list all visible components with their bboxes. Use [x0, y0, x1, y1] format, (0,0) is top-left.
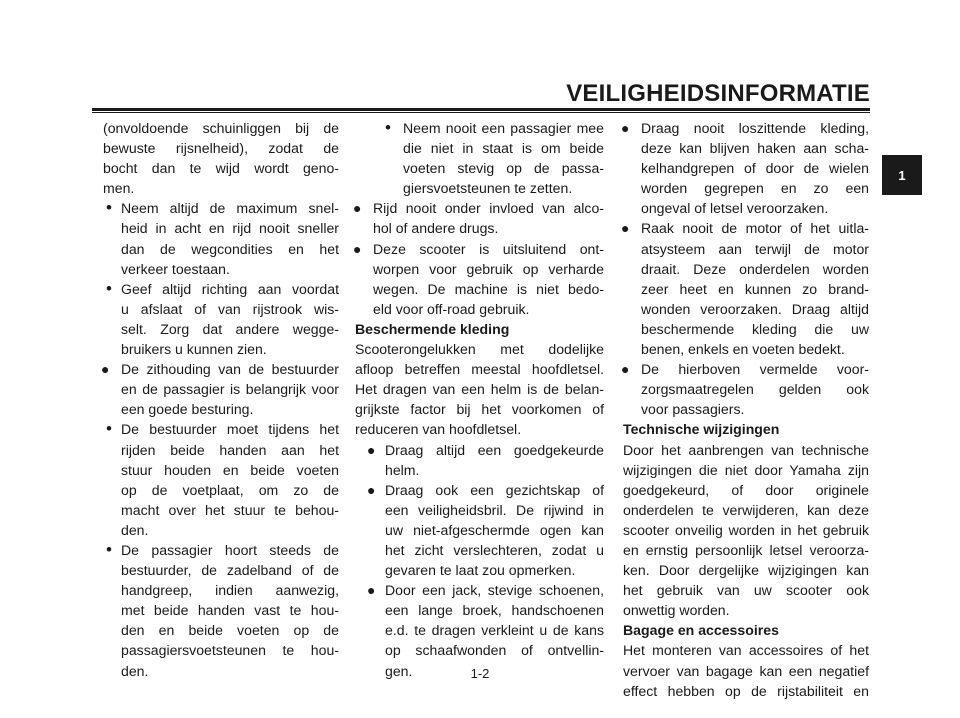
line-text: bewuste rijsnelheid), zodat de	[103, 140, 339, 157]
bullet-circle-icon: ●	[367, 582, 376, 599]
line-text: Deze scooter is uitsluitend ont-	[373, 240, 604, 257]
line-text: De passagier hoort steeds de	[121, 541, 339, 558]
text-line	[355, 540, 604, 560]
chapter-tab: 1	[882, 155, 922, 195]
line-text: bestuurder, de zadelband of de	[121, 562, 339, 579]
text-line	[355, 339, 604, 359]
line-text: selt. Zorg dat andere wegge-	[121, 320, 339, 337]
bullet-item	[103, 198, 339, 218]
text-line	[355, 359, 604, 379]
line-text: (onvoldoende schuinliggen bij de	[103, 120, 339, 136]
bullet-item	[355, 198, 604, 218]
text-line	[623, 640, 869, 660]
line-text: Beschermende kleding	[355, 320, 510, 337]
line-text: Door het aanbrengen van technische	[623, 441, 869, 458]
line-text: Geef altijd richting aan voordat	[121, 280, 339, 297]
text-line	[355, 560, 604, 580]
header-rule-thin	[92, 112, 870, 113]
text-line	[103, 580, 339, 600]
text-line	[355, 640, 604, 660]
text-line	[103, 299, 339, 319]
text-line	[355, 620, 604, 640]
line-text: passagiersvoetsteunen te hou-	[121, 642, 339, 659]
text-line	[103, 399, 339, 419]
text-line	[623, 520, 869, 540]
text-line	[623, 319, 869, 339]
line-text: heid in acht en rijd nooit sneller	[121, 220, 339, 237]
text-line	[623, 138, 869, 158]
line-text: worden gegrepen en zo een	[641, 180, 869, 197]
text-line	[103, 460, 339, 480]
line-text: handgreep, indien aanwezig,	[121, 582, 339, 599]
line-text: Rijd nooit onder invloed van alco-	[373, 200, 604, 217]
text-line	[623, 339, 869, 359]
line-text: hol of andere drugs.	[373, 220, 499, 237]
text-line	[355, 419, 604, 439]
bullet-item	[355, 239, 604, 259]
line-text: reduceren van hoofdletsel.	[355, 421, 522, 438]
text-line	[623, 299, 869, 319]
text-line	[355, 460, 604, 480]
text-line	[103, 520, 339, 540]
bullet-item	[103, 540, 339, 560]
text-line	[623, 198, 869, 218]
bullet-item	[623, 118, 869, 138]
line-text: den en beide voeten op de	[121, 622, 339, 639]
line-text: Neem nooit een passagier mee	[403, 120, 604, 136]
line-text: onwettig worden.	[623, 602, 730, 619]
bullet-circle-icon: ●	[367, 481, 376, 498]
text-line	[103, 620, 339, 640]
bullet-circle-icon: ●	[353, 240, 362, 257]
bullet-circle-icon: ●	[621, 220, 630, 237]
bullet-circle-icon: ●	[353, 200, 362, 217]
bullet-item	[355, 480, 604, 500]
line-text: met beide handen vast te hou-	[121, 602, 339, 619]
line-text: den.	[121, 521, 149, 538]
line-text: vervoer van bagage kan een negatief	[623, 662, 869, 679]
line-text: goedgekeurd, of door originele	[623, 481, 869, 498]
section-heading	[355, 319, 604, 339]
bullet-item	[355, 580, 604, 600]
line-text: grijkste factor bij het voorkomen of	[355, 401, 604, 418]
text-line	[103, 118, 339, 138]
line-text: verkeer toestaan.	[121, 260, 230, 277]
line-text: Het monteren van accessoires of het	[623, 642, 869, 659]
line-text: macht over het stuur te behou-	[121, 501, 339, 518]
text-line	[623, 379, 869, 399]
line-text: zorgsmaatregelen gelden ook	[641, 381, 869, 398]
line-text: effect hebben op de rijstabiliteit en	[623, 682, 869, 699]
text-line	[623, 460, 869, 480]
text-line	[355, 520, 604, 540]
line-text: helm.	[385, 461, 420, 478]
text-column-3	[623, 118, 869, 701]
line-text: kelhandgrepen of door de wielen	[641, 160, 869, 177]
text-line	[103, 640, 339, 660]
line-text: Door een jack, stevige schoenen,	[385, 582, 604, 599]
text-column-2	[355, 118, 604, 681]
line-text: Raak nooit de motor of het uitla-	[641, 220, 869, 237]
text-line	[355, 138, 604, 158]
bullet-item	[355, 118, 604, 138]
line-text: Draag altijd een goedgekeurde	[385, 441, 604, 458]
line-text: men.	[103, 180, 135, 197]
line-text: De zithouding van de bestuurder	[121, 361, 339, 378]
text-line	[623, 540, 869, 560]
bullet-dot-icon: •	[106, 278, 112, 298]
bullet-item	[623, 218, 869, 238]
line-text: Scooterongelukken met dodelijke	[355, 341, 604, 358]
line-text: Bagage en accessoires	[623, 622, 779, 639]
line-text: draait. Deze onderdelen worden	[641, 260, 869, 277]
line-text: worpen voor gebruik op verharde	[373, 260, 604, 277]
section-title: VEILIGHEIDSINFORMATIE	[566, 80, 870, 107]
bullet-item	[103, 419, 339, 439]
line-text: De bestuurder moet tijdens het	[121, 421, 339, 438]
line-text: en ernstig persoonlijk letsel veroorza-	[623, 541, 869, 558]
bullet-item	[103, 279, 339, 299]
text-line	[623, 560, 869, 580]
line-text: voeten stevig op de passa-	[403, 160, 604, 177]
line-text: u afslaat of van rijstrook wis-	[121, 300, 339, 317]
text-line	[355, 259, 604, 279]
line-text: gen.	[385, 662, 413, 679]
line-text: wijzigingen die niet door Yamaha zijn	[623, 461, 869, 478]
line-text: een goede besturing.	[121, 401, 254, 418]
line-text: atsysteem aan terwijl de motor	[641, 240, 869, 257]
line-text: beschermende kleding die uw	[641, 320, 869, 337]
text-line	[103, 560, 339, 580]
line-text: het zicht verslechteren, zodat u	[385, 541, 604, 558]
line-text: dan de wegcondities en het	[121, 240, 339, 257]
text-line	[623, 279, 869, 299]
line-text: die niet in staat is om beide	[403, 140, 604, 157]
line-text: het gebruik van uw scooter ook	[623, 582, 869, 599]
text-line	[355, 600, 604, 620]
line-text: rijden beide handen aan het	[121, 441, 339, 458]
line-text: bocht dan te wijd wordt geno-	[103, 160, 339, 177]
text-line	[103, 500, 339, 520]
line-text: giersvoetsteunen te zetten.	[403, 180, 573, 197]
section-heading	[623, 620, 869, 640]
text-line	[623, 681, 869, 701]
line-text: een lange broek, handschoenen	[385, 602, 604, 619]
line-text: Draag nooit loszittende kleding,	[641, 120, 869, 136]
text-line	[103, 218, 339, 238]
line-text: ongeval of letsel veroorzaken.	[641, 200, 829, 217]
line-text: voor passagiers.	[641, 401, 745, 418]
bullet-dot-icon: •	[106, 198, 112, 218]
text-line	[355, 500, 604, 520]
line-text: en de passagier is belangrijk voor	[121, 381, 339, 398]
line-text: Het dragen van een helm is de belan-	[355, 381, 604, 398]
bullet-circle-icon: ●	[621, 120, 630, 136]
bullet-circle-icon: ●	[367, 441, 376, 458]
text-line	[623, 580, 869, 600]
line-text: afloop betreffen meestal hoofdletsel.	[355, 361, 604, 378]
bullet-circle-icon: ●	[101, 361, 110, 378]
text-line	[623, 259, 869, 279]
section-heading	[623, 419, 869, 439]
text-line	[623, 500, 869, 520]
line-text: bruikers u kunnen zien.	[121, 341, 267, 358]
line-text: Draag ook een gezichtskap of	[385, 481, 604, 498]
line-text: scooter onveilig worden in het gebruik	[623, 521, 869, 538]
text-line	[103, 239, 339, 259]
text-line	[103, 440, 339, 460]
text-line	[623, 440, 869, 460]
line-text: Technische wijzigingen	[623, 421, 780, 438]
line-text: zeer heet en kunnen zo brand-	[641, 280, 869, 297]
text-line	[103, 600, 339, 620]
text-line	[103, 259, 339, 279]
line-text: e.d. te dragen verkleint u de kans	[385, 622, 604, 639]
line-text: De hierboven vermelde voor-	[641, 361, 869, 378]
text-line	[103, 158, 339, 178]
line-text: eld voor off-road gebruik.	[373, 300, 530, 317]
line-text: benen, enkels en voeten bedekt.	[641, 341, 845, 358]
text-line	[103, 319, 339, 339]
header-rule	[92, 108, 870, 111]
text-line	[103, 138, 339, 158]
line-text: op de voetplaat, om zo de	[121, 481, 339, 498]
text-line	[623, 600, 869, 620]
line-text: Neem altijd de maximum snel-	[121, 200, 339, 217]
line-text: uw niet-afgeschermde ogen kan	[385, 521, 604, 538]
text-column-1	[103, 118, 339, 681]
page-number: 1-2	[470, 666, 490, 681]
text-line	[355, 299, 604, 319]
bullet-dot-icon: •	[106, 539, 112, 559]
line-text: deze kan blijven haken aan scha-	[641, 140, 869, 157]
line-text: wonden veroorzaken. Draag altijd	[641, 300, 869, 317]
bullet-circle-icon: ●	[621, 361, 630, 378]
text-line	[355, 218, 604, 238]
line-text: wegen. De machine is niet bedo-	[373, 280, 604, 297]
bullet-item	[355, 440, 604, 460]
text-line	[355, 178, 604, 198]
line-text: den.	[121, 662, 149, 679]
bullet-dot-icon: •	[385, 118, 391, 137]
line-text: een veiligheidsbril. De rijwind in	[385, 501, 604, 518]
text-line	[103, 178, 339, 198]
text-line	[355, 158, 604, 178]
text-line	[355, 279, 604, 299]
text-line	[103, 339, 339, 359]
bullet-item	[103, 359, 339, 379]
line-text: gevaren te laat zou opmerken.	[385, 562, 576, 579]
bullet-dot-icon: •	[106, 419, 112, 439]
text-line	[623, 239, 869, 259]
text-line	[623, 158, 869, 178]
text-line	[623, 480, 869, 500]
text-line	[623, 399, 869, 419]
text-line	[355, 399, 604, 419]
text-line	[103, 480, 339, 500]
text-line	[355, 379, 604, 399]
line-text: stuur houden en beide voeten	[121, 461, 339, 478]
line-text: onderdelen te verwijderen, kan deze	[623, 501, 869, 518]
text-line	[623, 178, 869, 198]
line-text: ken. Door dergelijke wijzigingen kan	[623, 562, 869, 579]
text-line	[103, 379, 339, 399]
bullet-item	[623, 359, 869, 379]
line-text: op schaafwonden of ontvellin-	[385, 642, 604, 659]
